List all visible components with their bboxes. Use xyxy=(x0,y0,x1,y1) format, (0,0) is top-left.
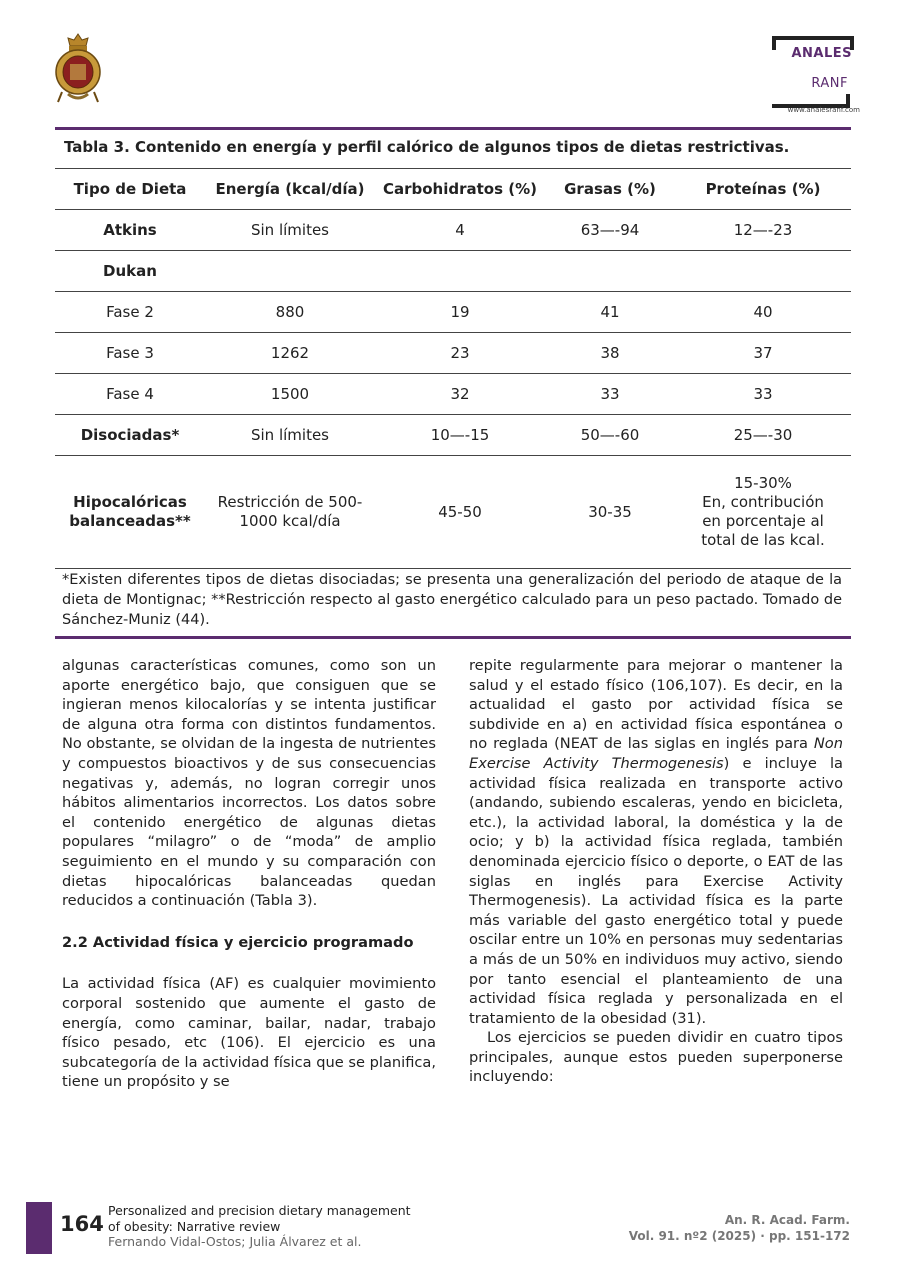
carbs-cell: 23 xyxy=(375,333,545,374)
footer-title-line: Personalized and precision dietary management xyxy=(108,1203,411,1218)
footer-title-line: of obesity: Narrative review xyxy=(108,1218,281,1234)
section-heading: 2.2 Actividad física y ejercicio programado xyxy=(62,933,414,951)
fat-cell: 38 xyxy=(545,333,675,374)
protein-line: 15-30% xyxy=(734,474,792,492)
table-header-row xyxy=(55,169,851,210)
column-header: Carbohidratos (%) xyxy=(375,169,545,210)
paragraph-text: repite regularmente para mejorar o mantener la salud y el estado físico (106,107). Es decir, en la actualidad el gasto por actividad física se subdivide en a) en actividad física espontánea o no reglada (NEAT de las siglas en inglés para xyxy=(469,657,843,753)
energy-line: 1000 kcal/día xyxy=(239,512,341,530)
footer-accent-bar xyxy=(26,1202,52,1254)
page-number: 164 xyxy=(60,1212,104,1236)
diet-name: Dukan xyxy=(55,251,205,292)
diet-name: Fase 3 xyxy=(55,333,205,374)
diet-name: Atkins xyxy=(55,210,205,251)
column-header: Tipo de Dieta xyxy=(55,169,205,210)
column-header: Energía (kcal/día) xyxy=(205,169,375,210)
column-header: Grasas (%) xyxy=(545,169,675,210)
protein-cell xyxy=(675,456,851,569)
left-column xyxy=(62,656,436,1092)
body-paragraph: La actividad física (AF) es cualquier movimiento corporal sostenido que aumente el gasto de energía, como caminar, bailar, nadar, trabajo físico pesado, etc (106). El ejercicio es una subcategoría de la actividad física que se planifica, tiene un propósito y se xyxy=(62,975,436,1091)
academy-crest-logo xyxy=(52,32,104,106)
protein-cell: 12—-23 xyxy=(675,210,851,251)
fat-cell: 41 xyxy=(545,292,675,333)
table-caption: Tabla 3. Contenido en energía y perfil calórico de algunos tipos de dietas restrictivas. xyxy=(64,138,790,156)
footer-volume: Vol. 91. nº2 (2025) · pp. 151-172 xyxy=(628,1229,850,1243)
table-row xyxy=(55,456,851,569)
diet-name: Fase 4 xyxy=(55,374,205,415)
energy-cell: 1262 xyxy=(205,333,375,374)
diet-table xyxy=(55,168,851,569)
carbs-cell: 32 xyxy=(375,374,545,415)
protein-cell xyxy=(675,251,851,292)
brand-name-anales: ANALES xyxy=(791,46,852,61)
paragraph-text: ) e incluye la actividad física realizada en transporte activo (andando, subiendo escaleras, yendo en bicicleta, etc.), la actividad laboral, la doméstica y la de ocio; y b) la actividad física reglada, también denominada ejercicio físico o deporte, o EAT de las siglas en inglés para Exercise Activity Thermogenesis). La actividad física es la parte más variable del gasto energético total y puede oscilar entre un 10% en personas muy sedentarias a más de un 50% en individuos muy activo, siendo por tanto esencial el planteamiento de una actividad física reglada y personalizada en el tratamiento de la obesidad (31). xyxy=(469,754,843,1027)
energy-cell: Sin límites xyxy=(205,415,375,456)
fat-cell: 33 xyxy=(545,374,675,415)
carbs-cell xyxy=(375,251,545,292)
carbs-cell: 10—-15 xyxy=(375,415,545,456)
journal-brand-logo xyxy=(772,36,860,118)
table-row xyxy=(55,333,851,374)
fat-cell xyxy=(545,251,675,292)
protein-cell: 33 xyxy=(675,374,851,415)
fat-cell: 30-35 xyxy=(545,456,675,569)
table-row xyxy=(55,292,851,333)
column-header: Proteínas (%) xyxy=(675,169,851,210)
diet-name-line: balanceadas** xyxy=(69,512,191,530)
table-row xyxy=(55,251,851,292)
protein-line: en porcentaje al xyxy=(702,512,824,530)
footer-journal-info xyxy=(629,1212,850,1244)
diet-name: Fase 2 xyxy=(55,292,205,333)
energy-cell: 880 xyxy=(205,292,375,333)
table-row xyxy=(55,415,851,456)
fat-cell: 50—-60 xyxy=(545,415,675,456)
protein-cell: 25—-30 xyxy=(675,415,851,456)
diet-name-line: Hipocalóricas xyxy=(73,493,187,511)
table-row xyxy=(55,374,851,415)
table-row xyxy=(55,210,851,251)
footer-journal: An. R. Acad. Farm. xyxy=(724,1213,850,1227)
diet-name xyxy=(55,456,205,569)
brand-name-ranf: RANF xyxy=(811,76,848,91)
footer-authors: Fernando Vidal-Ostos; Julia Álvarez et al. xyxy=(108,1234,362,1249)
carbs-cell: 19 xyxy=(375,292,545,333)
energy-cell: Sin límites xyxy=(205,210,375,251)
fat-cell: 63—-94 xyxy=(545,210,675,251)
brand-url: www.analesranf.com xyxy=(787,106,860,114)
header-rule xyxy=(55,127,851,130)
table-bottom-rule xyxy=(55,636,851,639)
protein-cell: 40 xyxy=(675,292,851,333)
carbs-cell: 4 xyxy=(375,210,545,251)
carbs-cell: 45-50 xyxy=(375,456,545,569)
energy-cell xyxy=(205,251,375,292)
energy-cell: 1500 xyxy=(205,374,375,415)
diet-name: Disociadas* xyxy=(55,415,205,456)
energy-line: Restricción de 500- xyxy=(217,493,363,511)
protein-line: En, contribución xyxy=(702,493,824,511)
right-column xyxy=(469,656,843,1087)
footer-article-info xyxy=(108,1203,448,1250)
protein-cell: 37 xyxy=(675,333,851,374)
table-footnote: *Existen diferentes tipos de dietas disociadas; se presenta una generalización del periodo de ataque de la dieta de Montignac; **Restricción respecto al gasto energético calculado para un peso pactado. Tomado de Sánchez-Muniz (44). xyxy=(62,572,842,628)
protein-line: total de las kcal. xyxy=(701,531,825,549)
body-paragraph: algunas características comunes, como son un aporte energético bajo, que consiguen que se ingieran menos kilocalorías y se intenta justificar de alguna otra forma con distintos fundamentos. No obstante, se olvidan de la ingesta de nutrientes y compuestos bioactivos y de sus consecuencias negativas y, además, no logran corregir unos hábitos alimentarios incorrectos. Los datos sobre el contenido energético de algunas dietas populares “milagro” o de “moda” de amplio seguimiento en el mundo y su comparación con dietas hipocalóricas balanceadas quedan reducidos a continuación (Tabla 3). xyxy=(62,657,436,910)
energy-cell xyxy=(205,456,375,569)
body-paragraph: Los ejercicios se pueden dividir en cuatro tipos principales, aunque estos pueden superponerse incluyendo: xyxy=(469,1029,843,1086)
italic-term: Non Exercise Activity Thermogenesis xyxy=(469,735,843,772)
body-paragraph xyxy=(469,656,843,1028)
